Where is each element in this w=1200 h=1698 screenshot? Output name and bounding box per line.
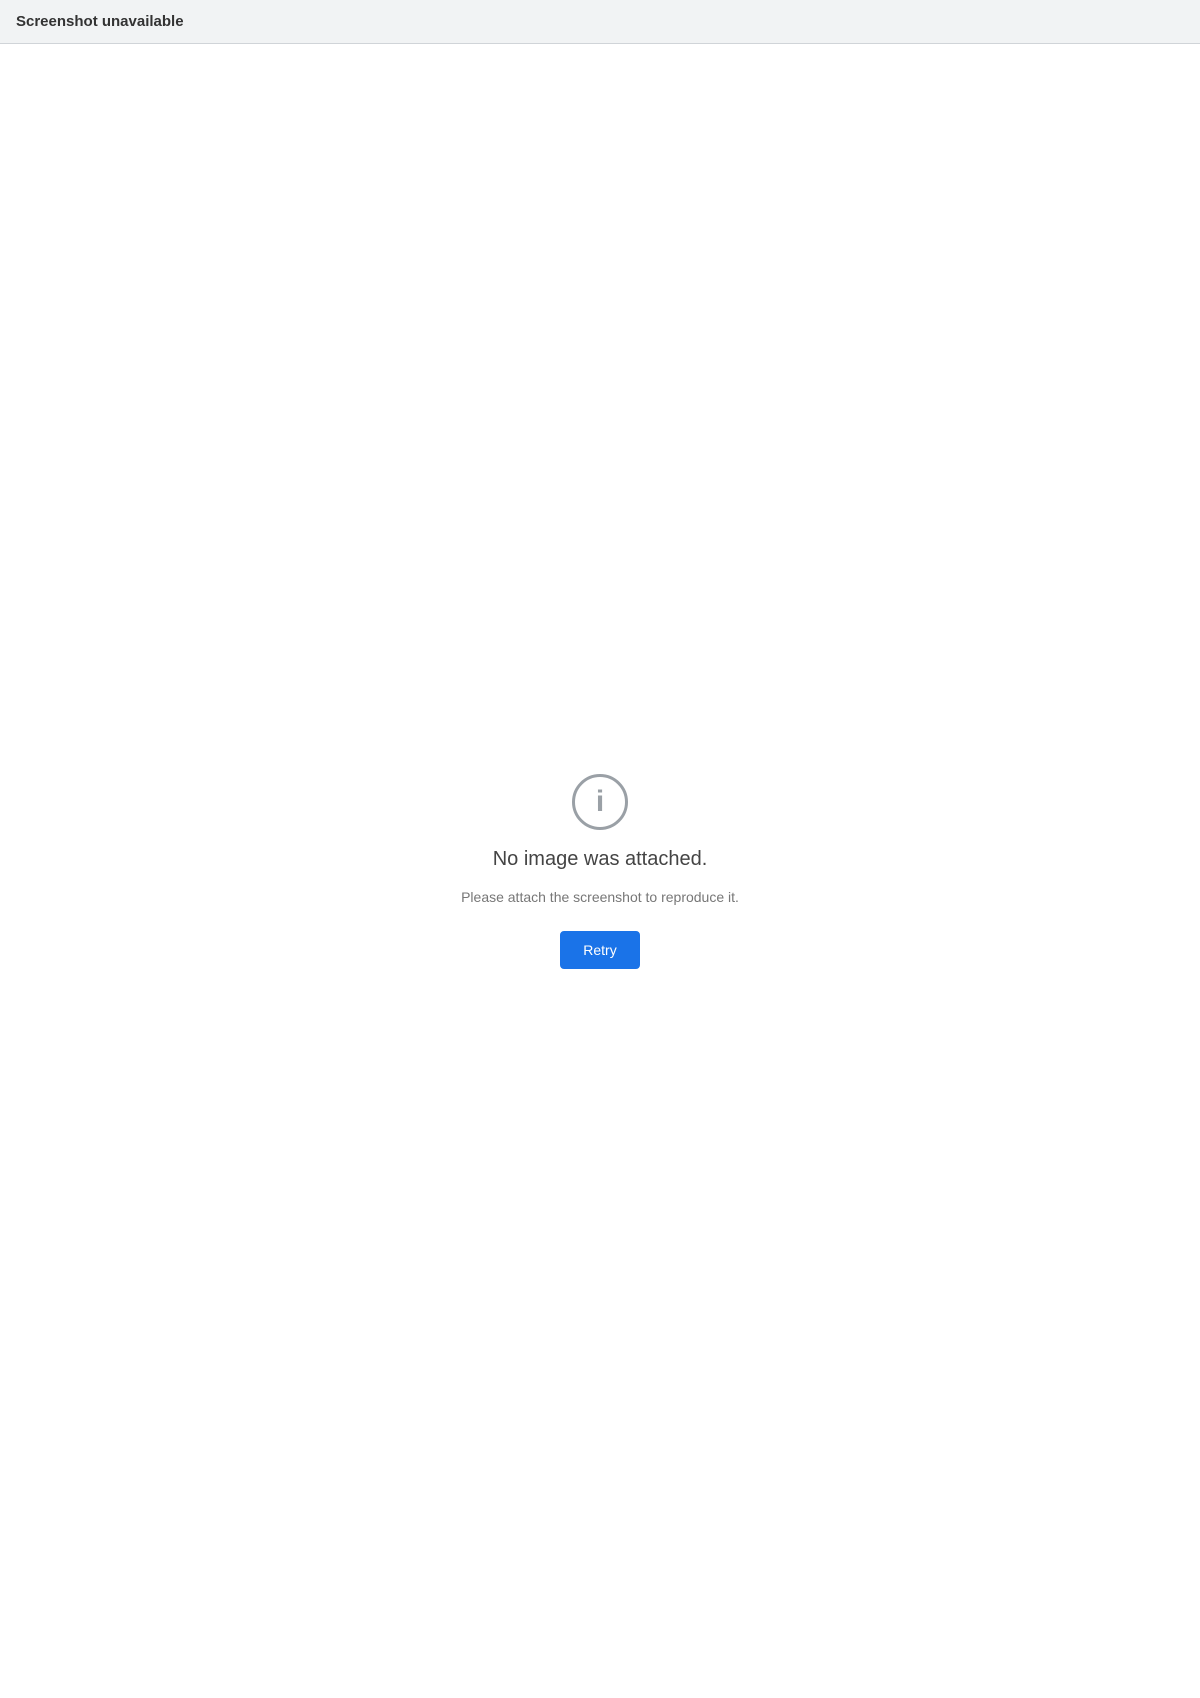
window-title: Screenshot unavailable	[16, 13, 184, 30]
status-message: No image was attached.	[492, 847, 708, 870]
info-icon: i	[572, 774, 628, 830]
main-content	[0, 44, 1200, 1698]
title-bar	[0, 0, 1200, 44]
retry-button[interactable]: Retry	[560, 931, 639, 969]
hint-text: Please attach the screenshot to reproduce it.	[461, 888, 739, 905]
